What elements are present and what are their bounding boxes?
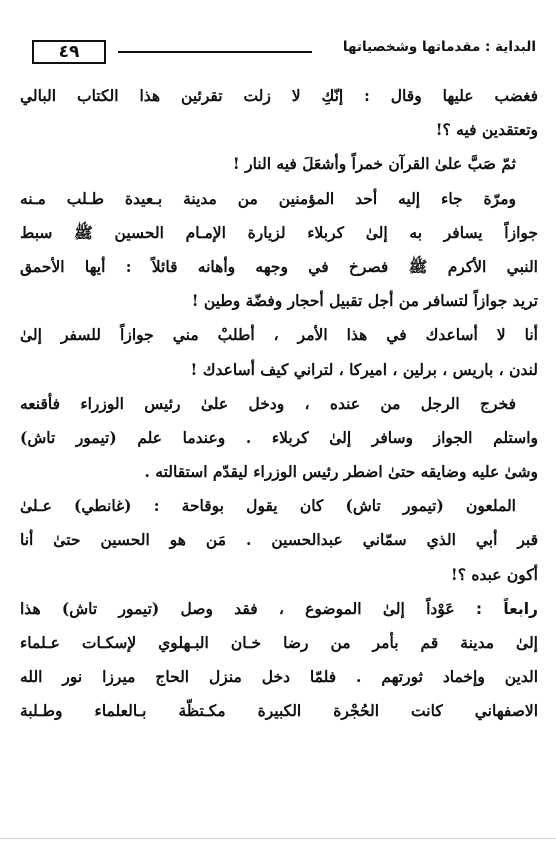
text-line: وشىٰ عليه وضايقه حتىٰ اضطر رئيس الوزراء ليقدّم استقالته .: [144, 462, 538, 482]
text-line: تريد جوازاً لتسافر من أجل تقبيل أحجار وفضّة وطين !: [191, 291, 538, 311]
running-head: البداية : مقدماتها وشخصياتها: [342, 39, 536, 55]
text-line: فغضب عليها وقال : إنّكِ لا زلت تقرئين هذا الكتاب البالي: [20, 86, 538, 105]
lead-word: رابعاً :: [475, 599, 538, 618]
text-line: أكون عبده ؟!: [450, 564, 538, 584]
text-line: أنا لا أساعدك في هذا الأمر ، أطلبْ مني جوازاً للسفر إلىٰ: [20, 325, 538, 345]
text-line: الملعون (تيمور تاش) كان يقول بوقاحة : (غانطي) عـلىٰ: [20, 496, 516, 516]
page-number: ٤٩: [32, 40, 106, 64]
bottom-rule: [0, 838, 556, 839]
text-line: ومرّة جاء إليه أحد المؤمنين من مدينة بـعيدة طـلب مـنه: [20, 188, 516, 208]
text-line: واستلم الجواز وسافر إلىٰ كربلاء . وعندما علم (تيمور تاش): [20, 427, 538, 447]
text-line: الدين وإخماد ثورتهم . فلمّا دخل منزل الحاج ميرزا نور الله: [20, 667, 538, 687]
text-line: ثمّ صَبَّ علىٰ القرآن خمراً وأشعَلَ فيه النار !: [232, 154, 516, 174]
text-line-lead: [20, 592, 538, 626]
text-line: الاصفهاني كانت الحُجْرة الكبيرة مكـتظّة بـالعلماء وطـلبة: [20, 701, 538, 721]
text-line: جوازاً يسافر به إلىٰ كربلاء لزيارة الإمـام الحسين ﷺ سبط: [20, 222, 538, 242]
text-line: وتعتقدين فيه ؟!: [435, 120, 538, 140]
header-rule: [118, 51, 312, 53]
text-line: إلىٰ مدينة قم بأمر من رضا خـان البـهلوي لإسكـات عـلماء: [20, 633, 538, 652]
text-line: قبر أبي الذي سمّاني عبدالحسين . مَن هو الحسين حتىٰ أنا: [20, 530, 538, 550]
page-header: [22, 32, 536, 68]
body-text: [20, 79, 538, 729]
text-line-rest: عَوْداً إلىٰ الموضوع ، فقد وصل (تيمور تاش) هذا: [20, 598, 455, 618]
text-line: النبي الأكرم ﷺ فصرخ في وجهه وأهانه قائلاً : أيها الأحمق: [20, 256, 538, 276]
text-line: فخرج الرجل من عنده ، ودخل علىٰ رئيس الوزراء فأقنعه: [20, 393, 516, 413]
text-line: لندن ، باريس ، برلين ، اميركا ، لتراني كيف أساعدك !: [190, 359, 538, 379]
